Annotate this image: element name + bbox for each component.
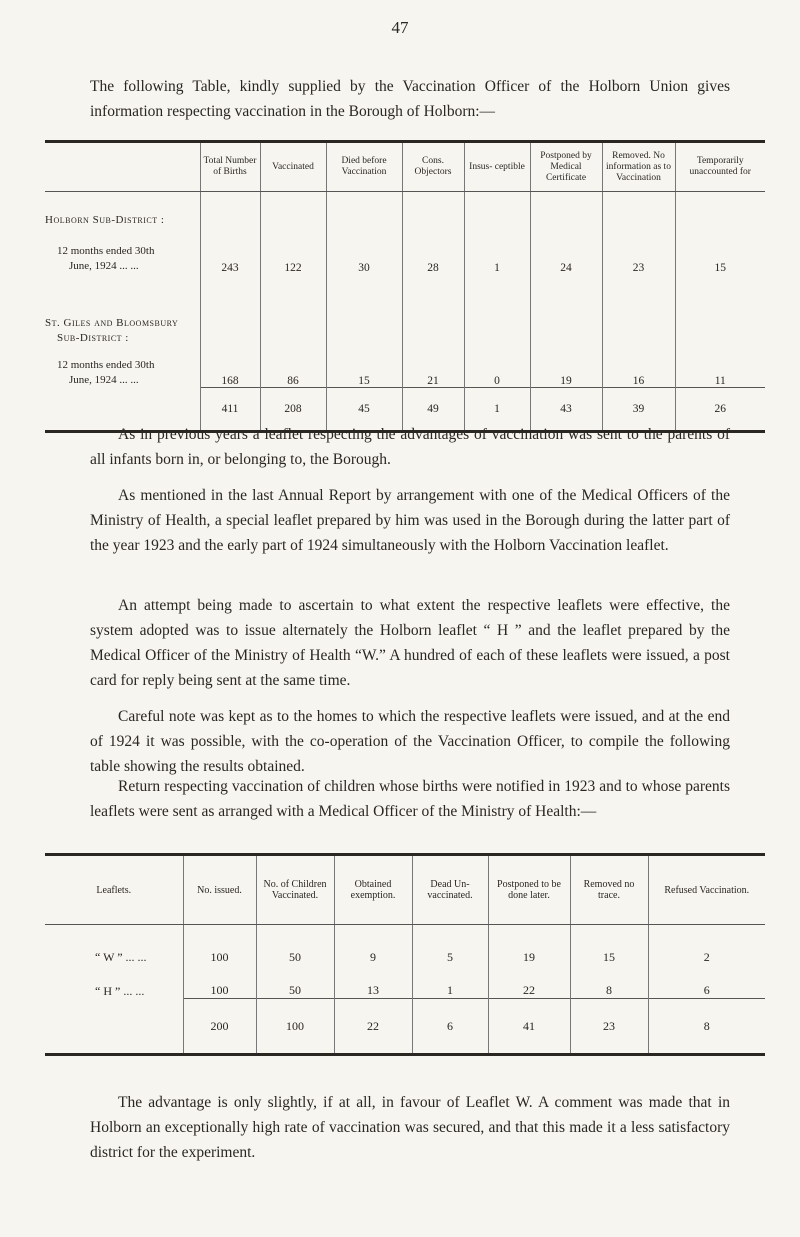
- row-label-holborn: [45, 192, 200, 274]
- cell: 15: [675, 192, 765, 274]
- district-name: Sub-District :: [57, 331, 129, 344]
- total-cell: 22: [334, 999, 412, 1055]
- paragraph-leaflet: As in previous years a leaflet respecting the advantages of vaccination was sent to the parents of all infants born in, or belonging to, the Borough.: [90, 426, 730, 468]
- header-dead-unvaccinated: Dead Un- vaccinated.: [412, 855, 488, 925]
- header-cons-objectors: Cons. Objectors: [402, 142, 464, 192]
- table-row: [45, 192, 765, 274]
- cell: 6: [648, 965, 765, 999]
- intro-paragraph: The following Table, kindly supplied by the Vaccination Officer of the Holborn Union gives information respecting vaccination in the Borough of Holborn:—: [90, 78, 730, 120]
- cell: 2: [648, 925, 765, 965]
- district-name: Holborn Sub-District :: [45, 213, 165, 226]
- closing-paragraph: The advantage is only slightly, if at all, in favour of Leaflet W. A comment was made that in Holborn an exceptionally high rate of vaccination was secured, and that this made it a less satisfactory district for the experiment.: [90, 1094, 730, 1161]
- header-vaccinated: Vaccinated: [260, 142, 326, 192]
- cell: 8: [570, 965, 648, 999]
- header-blank: [45, 142, 200, 192]
- row-label-h: “ H ” ... ...: [95, 983, 145, 998]
- totals-label: [45, 999, 183, 1055]
- cell: 168: [200, 274, 260, 388]
- vaccination-table-births: [45, 140, 765, 433]
- total-cell: 26: [675, 388, 765, 432]
- period-line: 12 months ended 30th: [57, 358, 155, 371]
- header-obtained-exemption: Obtained exemption.: [334, 855, 412, 925]
- cell: 19: [530, 274, 602, 388]
- header-unaccounted: Temporarily unaccounted for: [675, 142, 765, 192]
- header-insusceptible: Insus- ceptible: [464, 142, 530, 192]
- cell: 30: [326, 192, 402, 274]
- period-line: June, 1924 ... ...: [69, 259, 139, 272]
- paragraph-annual-report: As mentioned in the last Annual Report by arrangement with one of the Medical Officers of the Ministry of Health, a special leaflet prepared by him was used in the Borough during the latter part of the year 1923 and the early part of 1924 simultaneously with the Holborn Vaccination leaflet.: [90, 487, 730, 554]
- total-cell: 1: [464, 388, 530, 432]
- header-postponed-later: Postponed to be done later.: [488, 855, 570, 925]
- header-refused: Refused Vaccination.: [648, 855, 765, 925]
- period-line: June, 1924 ... ...: [69, 373, 139, 386]
- cell: 16: [602, 274, 675, 388]
- total-cell: 49: [402, 388, 464, 432]
- row-label-w: “ W ” ... ...: [95, 949, 147, 964]
- paragraph-careful-note: Careful note was kept as to the homes to which the respective leaflets were issued, and at the end of 1924 it was possible, with the co-operation of the Vaccination Officer, to compile the following table showing the results obtained.: [90, 708, 730, 775]
- cell: 1: [412, 965, 488, 999]
- total-cell: 41: [488, 999, 570, 1055]
- total-cell: 208: [260, 388, 326, 432]
- total-cell: 23: [570, 999, 648, 1055]
- total-cell: 411: [200, 388, 260, 432]
- cell: 50: [256, 925, 334, 965]
- cell: 15: [570, 925, 648, 965]
- cell: 23: [602, 192, 675, 274]
- total-cell: 39: [602, 388, 675, 432]
- cell: 11: [675, 274, 765, 388]
- header-postponed: Postponed by Medical Certificate: [530, 142, 602, 192]
- row-label-st-giles: [45, 274, 200, 388]
- header-total-births: Total Number of Births: [200, 142, 260, 192]
- cell: 15: [326, 274, 402, 388]
- cell: 100: [183, 925, 256, 965]
- table-row: [45, 925, 765, 965]
- cell: 50: [256, 965, 334, 999]
- page-number: 47: [391, 18, 409, 37]
- cell: 9: [334, 925, 412, 965]
- total-cell: 8: [648, 999, 765, 1055]
- header-died-before: Died before Vaccination: [326, 142, 402, 192]
- cell: 24: [530, 192, 602, 274]
- total-cell: 100: [256, 999, 334, 1055]
- header-leaflets: Leaflets.: [45, 855, 183, 925]
- cell: 21: [402, 274, 464, 388]
- cell: 22: [488, 965, 570, 999]
- cell: 86: [260, 274, 326, 388]
- cell: 1: [464, 192, 530, 274]
- header-children-vaccinated: No. of Children Vaccinated.: [256, 855, 334, 925]
- cell: 243: [200, 192, 260, 274]
- cell: 5: [412, 925, 488, 965]
- total-cell: 45: [326, 388, 402, 432]
- leaflet-results-table: [45, 853, 765, 1056]
- table-row: [45, 274, 765, 388]
- cell: 122: [260, 192, 326, 274]
- totals-row: [45, 999, 765, 1055]
- table-row: [45, 965, 765, 999]
- period-line: 12 months ended 30th: [57, 244, 155, 257]
- cell: 100: [183, 965, 256, 999]
- total-cell: 6: [412, 999, 488, 1055]
- header-removed: Removed. No information as to Vaccination: [602, 142, 675, 192]
- cell: 0: [464, 274, 530, 388]
- total-cell: 43: [530, 388, 602, 432]
- paragraph-return: Return respecting vaccination of children whose births were notified in 1923 and to whose parents leaflets were sent as arranged with a Medical Officer of the Ministry of Health:—: [90, 778, 730, 820]
- district-name: St. Giles and Bloomsbury: [45, 316, 179, 329]
- header-removed-no-trace: Removed no trace.: [570, 855, 648, 925]
- paragraph-attempt: An attempt being made to ascertain to what extent the respective leaflets were effective, the system adopted was to issue alternately the Holborn leaflet “ H ” and the leaflet prepared by the Medical Officer of the Ministry of Health “W.” A hundred of each of these leaflets were issued, a post card for reply being sent at the same time.: [90, 597, 730, 689]
- total-cell: 200: [183, 999, 256, 1055]
- cell: 13: [334, 965, 412, 999]
- cell: 28: [402, 192, 464, 274]
- cell: 19: [488, 925, 570, 965]
- header-no-issued: No. issued.: [183, 855, 256, 925]
